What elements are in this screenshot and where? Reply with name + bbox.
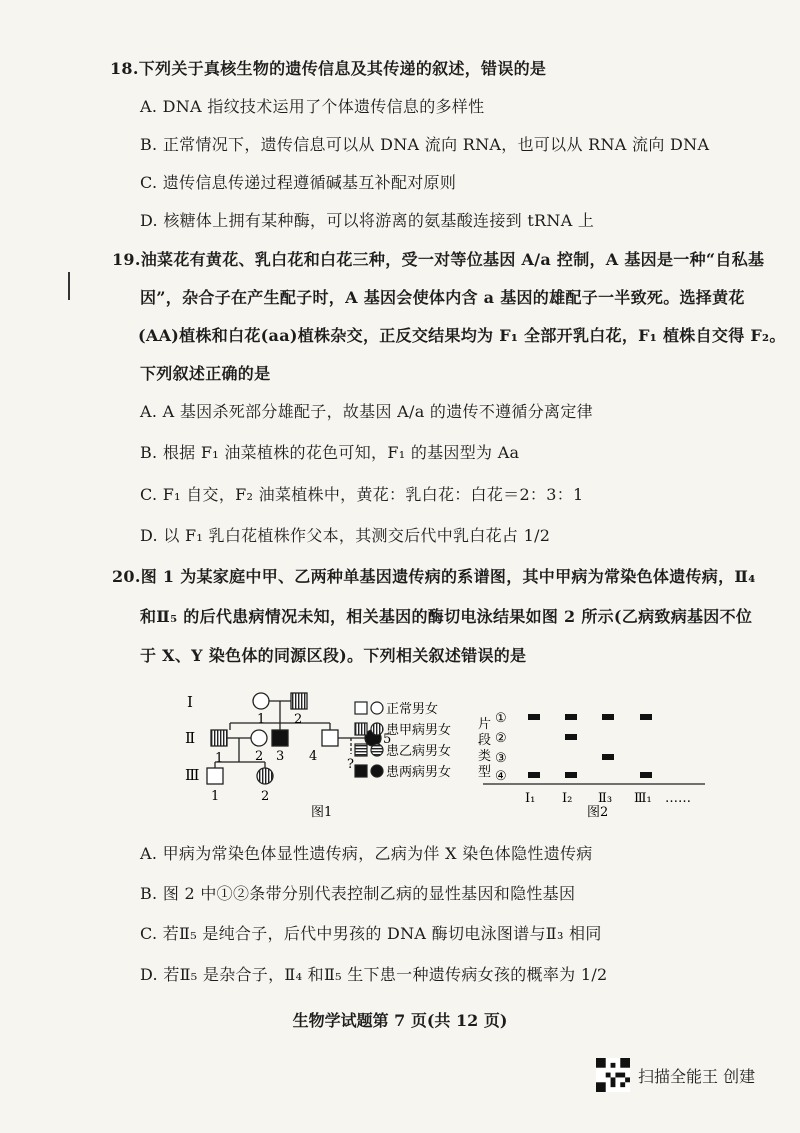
legend-both-female-symbol	[371, 765, 383, 777]
gel-ylabel-char-2: 段	[478, 733, 492, 748]
band-ii3-row3	[602, 754, 614, 760]
pedigree-num-ii3: 3	[276, 749, 285, 764]
gel-lane-label-ii3: Ⅱ₃	[598, 791, 613, 806]
gel-lane-label-i2: Ⅰ₂	[562, 791, 573, 806]
legend-disease-b-female-symbol	[371, 744, 383, 756]
band-iii1-row4	[640, 772, 652, 778]
pedigree-figure	[185, 693, 451, 820]
page-footer: 生物学试题第 7 页(共 12 页)	[292, 1011, 508, 1030]
band-i2-row4	[565, 772, 577, 778]
band-i2-row2	[565, 734, 577, 740]
band-i1-row1	[528, 714, 540, 720]
gel-row-label-2: ②	[495, 731, 507, 746]
band-i1-row4	[528, 772, 540, 778]
pedigree-num-i1: 1	[257, 712, 266, 727]
q19-stem-line3: (AA)植株和白花(aa)植株杂交，正反交结果均为 F₁ 全部开乳白花，F₁ 植株自交得 F₂。	[138, 326, 786, 345]
gel-ylabel-char-4: 型	[478, 765, 492, 780]
pedigree-num-ii1: 1	[215, 751, 224, 766]
legend-normal-male-symbol	[355, 702, 367, 714]
legend-disease-b-male-symbol	[355, 744, 367, 756]
q19-option-a: A. A 基因杀死部分雄配子，故基因 A/a 的遗传不遵循分离定律	[140, 402, 593, 421]
pedigree-iii2-disease-a-female	[257, 768, 273, 784]
q20-option-c: C. 若Ⅱ₅ 是纯合子，后代中男孩的 DNA 酶切电泳图谱与Ⅱ₃ 相同	[140, 924, 602, 943]
legend-normal: 正常男女	[386, 702, 439, 717]
pedigree-i1-normal-female	[253, 693, 269, 709]
q20-stem-line1: 20.图 1 为某家庭中甲、乙两种单基因遗传病的系谱图，其中甲病为常染色体遗传病，Ⅱ₄	[112, 567, 756, 586]
q19-option-b: B. 根据 F₁ 油菜植株的花色可知，F₁ 的基因型为 Aa	[140, 443, 520, 462]
pedigree-unknown-offspring: ?	[347, 757, 354, 772]
pedigree-num-ii5: 5	[383, 732, 392, 747]
legend-both: 患两病男女	[386, 765, 452, 780]
gel-lane-label-iii1: Ⅲ₁	[634, 791, 652, 806]
pedigree-num-i2: 2	[294, 712, 303, 727]
legend-disease-a-female-symbol	[371, 723, 383, 735]
legend-disease-b: 患乙病男女	[386, 744, 452, 759]
legend-normal-female-symbol	[371, 702, 383, 714]
gel-row-label-1: ①	[495, 711, 507, 726]
pedigree-num-ii4: 4	[309, 749, 318, 764]
q20-option-d: D. 若Ⅱ₅ 是杂合子，Ⅱ₄ 和Ⅱ₅ 生下患一种遗传病女孩的概率为 1/2	[140, 965, 608, 984]
gel-row-label-3: ③	[495, 751, 507, 766]
gel-lane-label-more: ……	[665, 791, 691, 806]
pedigree-ii3-both-diseases-male	[272, 730, 288, 746]
q20-stem-line3: 于 X、Y 染色体的同源区段)。下列相关叙述错误的是	[140, 646, 527, 665]
gen-label-i: Ⅰ	[187, 693, 193, 711]
pedigree-ii4-normal-male	[322, 730, 338, 746]
legend-disease-a: 患甲病男女	[386, 723, 452, 738]
q18-option-a: A. DNA 指纹技术运用了个体遗传信息的多样性	[140, 97, 485, 116]
q18-option-d: D. 核糖体上拥有某种酶，可以将游离的氨基酸连接到 tRNA 上	[140, 211, 595, 230]
pedigree-num-iii1: 1	[211, 789, 220, 804]
gel-row-label-4: ④	[495, 769, 507, 784]
figure1-caption: 图1	[311, 805, 333, 820]
legend-disease-a-male-symbol	[355, 723, 367, 735]
q18-option-c: C. 遗传信息传递过程遵循碱基互补配对原则	[140, 173, 457, 192]
pedigree-ii1-disease-a-male	[211, 730, 227, 746]
figure2-caption: 图2	[587, 805, 609, 820]
q20-option-a: A. 甲病为常染色体显性遗传病，乙病为伴 X 染色体隐性遗传病	[140, 844, 593, 863]
q18-option-b: B. 正常情况下，遗传信息可以从 DNA 流向 RNA，也可以从 RNA 流向 DNA	[140, 135, 710, 154]
q19-stem-line2: 因”，杂合子在产生配子时，A 基因会使体内含 a 基因的雄配子一半致死。选择黄花	[140, 288, 745, 307]
q18-stem: 18.下列关于真核生物的遗传信息及其传递的叙述，错误的是	[110, 59, 547, 78]
pedigree-num-iii2: 2	[261, 789, 270, 804]
gen-label-ii: Ⅱ	[185, 729, 196, 747]
legend-both-male-symbol	[355, 765, 367, 777]
band-i2-row1	[565, 714, 577, 720]
pedigree-ii2-normal-female	[251, 730, 267, 746]
q19-option-d: D. 以 F₁ 乳白花植株作父本，其测交后代中乳白花占 1/2	[140, 526, 551, 545]
q20-option-b: B. 图 2 中①②条带分别代表控制乙病的显性基因和隐性基因	[140, 884, 576, 903]
electrophoresis-figure	[478, 711, 705, 820]
band-iii1-row1	[640, 714, 652, 720]
q19-stem-line4: 下列叙述正确的是	[140, 364, 271, 383]
q20-stem-line2: 和Ⅱ₅ 的后代患病情况未知，相关基因的酶切电泳结果如图 2 所示(乙病致病基因不位	[140, 607, 753, 626]
scanner-stamp-text: 扫描全能王 创建	[638, 1066, 756, 1086]
gel-ylabel-char-3: 类	[478, 749, 492, 764]
gel-ylabel-char-1: 片	[478, 717, 492, 732]
band-ii3-row1	[602, 714, 614, 720]
pedigree-num-ii2: 2	[255, 749, 264, 764]
gen-label-iii: Ⅲ	[185, 766, 200, 784]
q19-option-c: C. F₁ 自交，F₂ 油菜植株中，黄花：乳白花：白花＝2：3：1	[140, 485, 584, 504]
gel-lane-label-i1: Ⅰ₁	[525, 791, 536, 806]
q19-stem-line1: 19.油菜花有黄花、乳白花和白花三种，受一对等位基因 A/a 控制，A 基因是一种“自私基	[112, 250, 765, 269]
qr-code-icon	[596, 1058, 630, 1092]
margin-mark	[68, 272, 70, 300]
pedigree-iii1-normal-male	[207, 768, 223, 784]
figure-area	[175, 676, 715, 836]
pedigree-i2-disease-a-male	[291, 693, 307, 709]
pedigree-lines	[215, 701, 365, 768]
scanner-stamp	[596, 1055, 786, 1095]
